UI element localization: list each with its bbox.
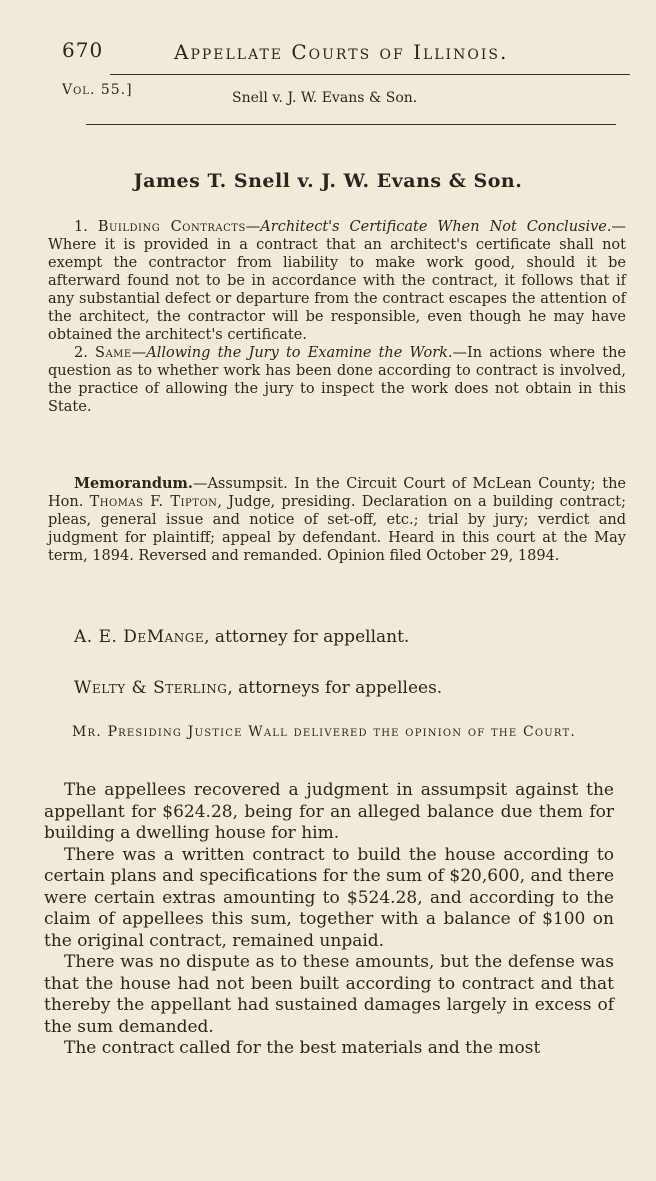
memorandum-text-1: —Assumpsit. In the Circuit Court of McLean County; the Hon. (48, 476, 626, 510)
headnote-number: 1. (74, 219, 88, 235)
volume-label: Vol. 55.] (62, 82, 133, 98)
counsel-appellant-role: , attorney for appellant. (204, 627, 410, 647)
counsel-appellant (74, 627, 409, 647)
case-title: James T. Snell v. J. W. Evans & Son. (133, 170, 523, 192)
page-number: 670 (62, 38, 104, 62)
headnote-number: 2. (74, 345, 88, 361)
header-rule-bottom (86, 124, 616, 125)
header-rule-top (110, 74, 630, 75)
headnote-2 (48, 344, 626, 416)
headnote-1 (48, 218, 626, 344)
memorandum-text-2: , Judge, presiding. Declaration on a building contract; pleas, general issue and notice of set-off, etc.; trial by jury; verdict and judgment for plaintiff; appeal by defendant. Heard in this court at the May term, 1894. Reversed and remanded. Opinion filed October 29, 1894. (48, 494, 627, 564)
case-reference: Snell v. J. W. Evans & Son. (232, 90, 418, 106)
opinion-paragraph-1: The appellees recovered a judgment in assumpsit against the appellant for $624.28, being for an alleged balance due them for building a dwelling house for him. (44, 780, 614, 843)
memorandum-judge: Thomas F. Tipton (89, 494, 218, 510)
headnote-subtopic: —Allowing the Jury to Examine the Work. (131, 345, 453, 361)
opinion-paragraph-2: There was a written contract to build the house according to certain plans and specifications for the sum of $20,600, and there were certain extras amounting to $524.28, and according to the claim of appellees this sum, together with a balance of $100 on the original contract, remained unpaid. (44, 844, 614, 951)
page-header (62, 38, 532, 66)
opinion-paragraph-4: The contract called for the best materials and the most (64, 1038, 541, 1058)
counsel-appellees-name: Welty & Sterling (74, 678, 228, 698)
counsel-appellees-role: , attorneys for appellees. (227, 678, 443, 698)
headnote-topic: Building Contracts (97, 219, 246, 235)
headnote-subtopic: —Architect's Certificate When Not Conclusive. (245, 219, 612, 235)
running-head: Appellate Courts of Illinois. (174, 40, 509, 64)
headnote-text: —In actions where the question as to whether work has been done according to contract is involved, the practice of allowing the jury to inspect the work does not obtain in this State. (48, 345, 626, 415)
memorandum-label: Memorandum. (74, 475, 193, 492)
memorandum (48, 475, 626, 565)
opinion-body (44, 780, 614, 1060)
headnote-topic: Same (95, 345, 132, 361)
opinion-paragraph-3: There was no dispute as to these amounts, but the defense was that the house had not been built according to contract and that thereby the appellant had sustained damages largely in excess of the sum demanded. (44, 952, 614, 1037)
headnote-text: —Where it is provided in a contract that an architect's certificate shall not exempt the contractor from liability to make work good, should it be afterward found not to be in accordance with the contract, it follows that if any substantial defect or departure from the contract escapes the attention of the architect, the contractor will be responsible, even though he may have obtained the architect's certificate. (48, 219, 626, 343)
headnotes (48, 218, 626, 416)
counsel-appellees (74, 678, 442, 698)
counsel-appellant-name: A. E. DeMange (74, 627, 205, 647)
opinion-intro: Mr. Presiding Justice Wall delivered the opinion of the Court. (72, 724, 577, 740)
